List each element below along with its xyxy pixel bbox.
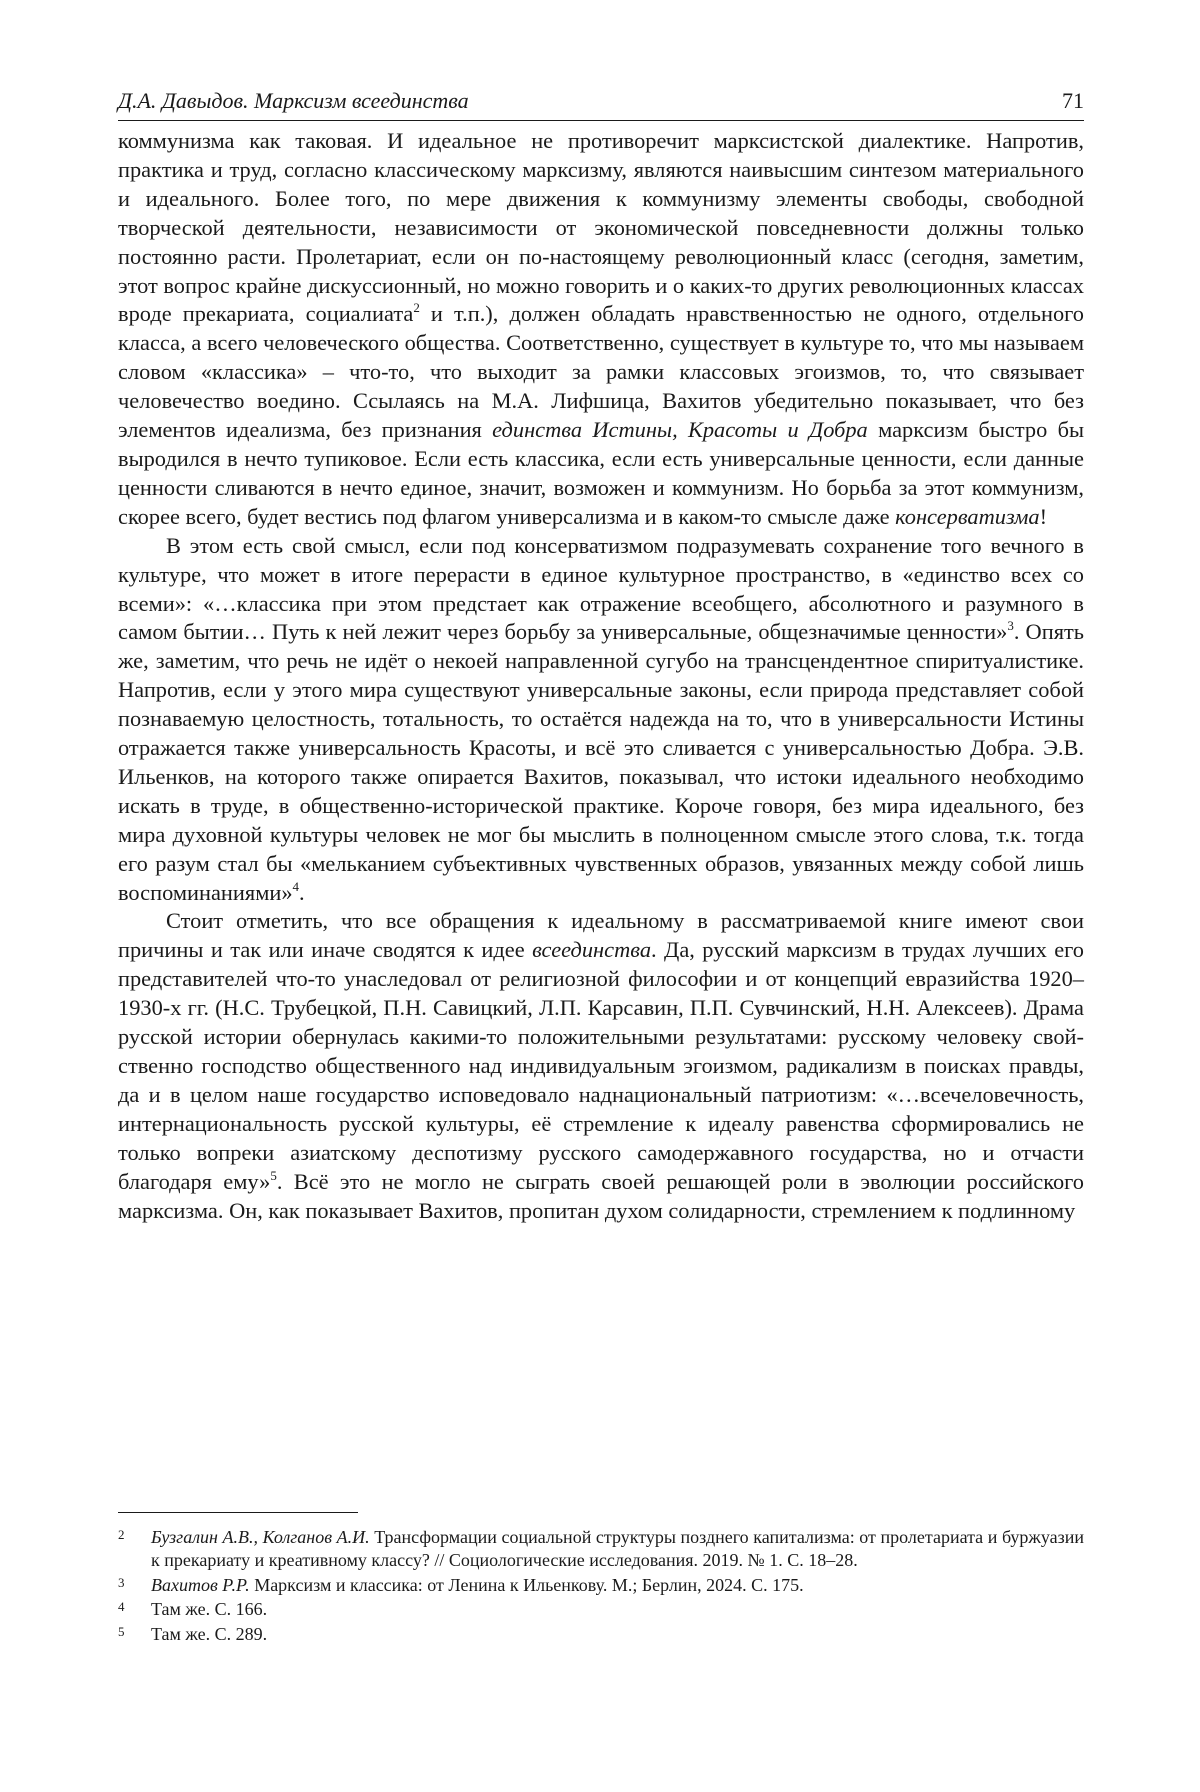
footnote-text: Там же. С. 289.	[151, 1623, 268, 1644]
footnote-ref-2[interactable]: 2	[413, 300, 420, 316]
footnote-divider	[118, 1512, 358, 1513]
paragraph-2: В этом есть свой смысл, если под консерватизмом подразумевать сохранение того вечного в культуре, что может в итоге перерасти в единое культурное пространство, в «единство всех со всеми»: «…классика при этом предстает как отражение всеобщего, абсолютного и разумного в самом бытии… Путь к ней лежит через борьбу за универсальные, общезначимые ценности»$^3$. Опять же, заметим, что речь не идёт о некоей направленной сугубо на трансцендентное спиритуалистике. Напротив, если у этого мира существуют универсальные законы, если природа представляет собой познаваемую целостность, тотальность, то остаётся надежда на то, что в универсальности Истины отражается также универсальность Красоты, и всё это сливается с универсальностью Добра. Э.В. Ильенков, на которого также опирается Вахитов, показывал, что истоки идеального необходимо искать в труде, в общественно-исторической практике. Короче говоря, без мира идеального, без мира духовной культуры человек не мог бы мыслить в полноценном смысле этого слова, т.к. тогда его разум стал бы «мельканием субъективных чувственных образов, увязанных между собой лишь воспоминаниями»$^4$.	[118, 532, 1084, 905]
footnote-3	[118, 1574, 1084, 1597]
footnote-4	[118, 1598, 1084, 1621]
footnote-text: Трансформации социальной структуры позднего капитализма: от пролетариата и буржуазии к прекариату и креативному классу? // Социологические исследования. 2019. № 1. С. 18–28.	[151, 1527, 1084, 1571]
footnote-ref-5[interactable]: 5	[270, 1167, 277, 1183]
body-text	[118, 127, 1084, 1225]
footnote-number: 5	[118, 1623, 125, 1639]
page-number: 71	[1062, 88, 1084, 113]
footnote-author: Вахитов Р.Р.	[151, 1574, 250, 1595]
footnote-text: Марксизм и классика: от Ленина к Ильенкову. М.; Берлин, 2024. С. 175.	[249, 1574, 804, 1595]
running-title: Д.А. Давыдов. Марксизм всеединства	[118, 88, 469, 113]
footnote-number: 4	[118, 1599, 125, 1615]
running-header	[118, 86, 1084, 121]
footnote-number: 2	[118, 1527, 125, 1542]
footnotes	[118, 1526, 1084, 1647]
footnote-author: Бузгалин А.В., Колганов А.И.	[151, 1527, 370, 1547]
footnote-text: Там же. С. 166.	[151, 1599, 268, 1620]
footnote-ref-3[interactable]: 3	[1007, 618, 1014, 634]
footnote-5	[118, 1623, 1084, 1646]
footnote-number: 3	[118, 1574, 125, 1590]
footnote-2	[118, 1526, 1084, 1573]
paragraph-3: Стоит отметить, что все обращения к идеальному в рассматриваемой книге имеют свои причины и так или иначе сводятся к идее всеединства. Да, русский марксизм в трудах лучших его представителей что-то унаследовал от религиозной философии и от концепций евразийства 1920–1930-х гг. (Н.С. Трубецкой, П.Н. Савицкий, Л.П. Карсавин, П.П. Сувчинский, Н.Н. Алексеев). Драма русской истории обернулась какими-то положительными результатами: русскому человеку свойственно господство общественного над индивидуальным эгоизмом, радикализм в поисках правды, да и в целом наше государство исповедовало наднациональный патриотизм: «…всечеловечность, интернациональность русской культуры, её стремление к идеалу равенства сформировались не только вопреки азиатскому деспотизму русского самодержавного государства, но и отчасти благодаря ему»$^5$. Всё это не могло не сыграть своей решающей роли в эволюции российского марксизма. Он, как показывает Вахитов, пропитан духом солидарности, стремлением к подлинному	[118, 908, 1085, 1223]
paragraph-1: коммунизма как таковая. И идеальное не противоречит марксистской диалектике. Напротив, практика и труд, согласно классическому марксизму, являются наивысшим синтезом материального и идеального. Более того, по мере движения к коммунизму элементы свободы, свободной творческой деятельности, независимости от экономической повседневности должны только постоянно расти. Пролетариат, если он по-настоящему революционный класс (сегодня, заметим, этот вопрос крайне дискуссионный, но можно говорить и о каких-то других революционных классах вроде прекариата, социалиата$^2$ и т.п.), должен обладать нравственностью не одного, отдельного класса, а всего человеческого общества. Соответственно, существует в культуре то, что мы называем словом «классика» – что-то, что выходит за рамки классовых эгоизмов, то, что связывает человечество воедино. Ссылаясь на М.А. Лифшица, Вахитов убедительно показывает, что без элементов идеализма, без признания единства Истины, Красоты и Добра марксизм быстро бы выродился в нечто тупиковое. Если есть классика, если есть универсальные ценности, если данные ценности сливаются в нечто единое, значит, возможен и коммунизм. Но борьба за этот коммунизм, скорее всего, будет вестись под флагом универсализма и в каком-то смысле даже консерватизма!	[118, 128, 1085, 529]
page	[118, 86, 1084, 1225]
footnote-ref-4[interactable]: 4	[292, 878, 300, 894]
